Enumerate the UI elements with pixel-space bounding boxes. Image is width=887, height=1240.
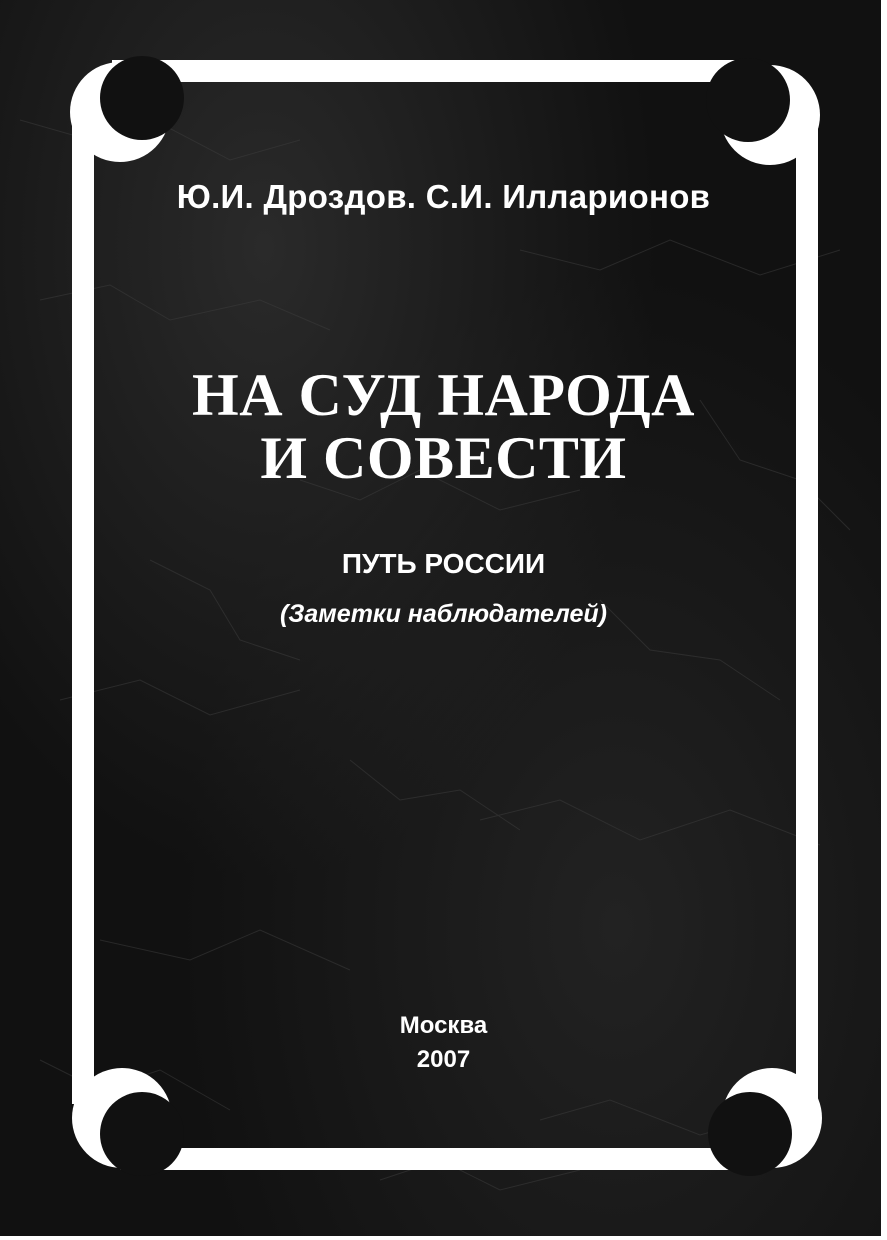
- book-title: [0, 364, 887, 490]
- title-line-1: НА СУД НАРОДА: [192, 362, 695, 428]
- publisher-city: Москва: [399, 1012, 488, 1039]
- crescent-icon: [72, 1068, 184, 1176]
- crescent-icon: [706, 58, 820, 165]
- crescent-icon: [708, 1068, 822, 1176]
- crescent-icon: [70, 56, 184, 162]
- subsubtitle: (Заметки наблюдателей): [280, 600, 607, 628]
- subtitle: ПУТЬ РОССИИ: [341, 548, 546, 579]
- title-line-2: И СОВЕСТИ: [260, 425, 627, 491]
- frame-bottom-bar: [120, 1148, 770, 1170]
- publication-year: 2007: [416, 1046, 471, 1073]
- frame-top-bar: [112, 60, 760, 82]
- authors: Ю.И. Дроздов. С.И. Илларионов: [176, 178, 711, 215]
